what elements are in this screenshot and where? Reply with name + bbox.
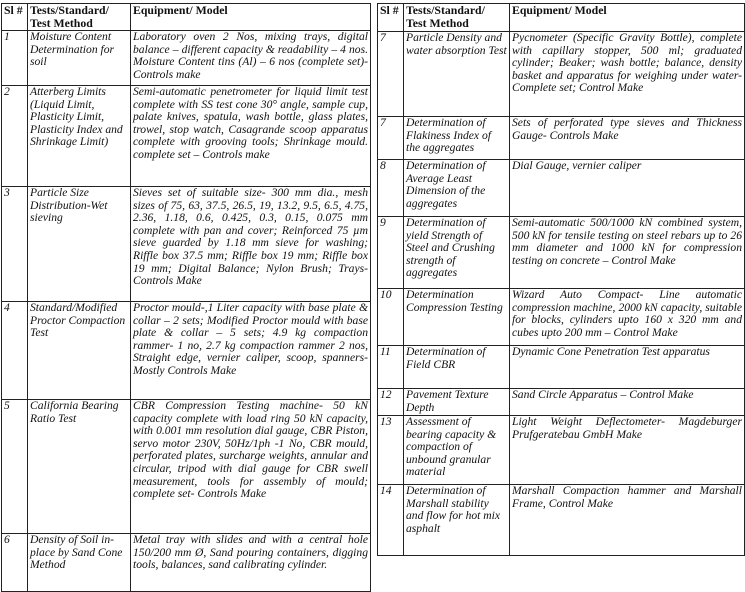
header-sl: Sl #: [378, 4, 404, 32]
equipment-table-left: [1, 3, 371, 592]
equipment-model: Sieves set of suitable size- 300 mm dia., mesh sizes of 75, 63, 37.5, 26.5, 19, 13.2, 9.5, 6.5, 4.75, 2.36, 1.18, 0.6, 0.425, 0.3, 0.15, 0.075 mm complete with pan and cover; Reinforced 75 µm sieve guarded by 1.18 mm sieve for washing; Riffle box 37.5 mm; Riffle box 19 mm; Riffle box 19 mm; Digital Balance; Nylon Brush; Trays- Controls Make: [131, 187, 371, 302]
table-row: [378, 32, 745, 117]
sl-number: 4: [2, 302, 28, 400]
sl-number: 1: [2, 31, 28, 86]
table-row: [378, 160, 745, 217]
test-method: Determination of Flakiness Index of the aggregates: [404, 117, 510, 160]
table-row: [378, 217, 745, 289]
sl-number: 5: [2, 400, 28, 534]
equipment-model: CBR Compression Testing machine- 50 kN capacity complete with load ring 50 kN capacity, with 0.001 mm resolution dial gauge, CBR Piston, servo motor 230V, 50Hz/1ph -1 No, CBR mould, perforated plates, surcharge weights, annular and circular, tripod with dial gauge for CBR swell measurement, tools for assembly of mould; complete set- Controls Make: [131, 400, 371, 534]
equipment-model: Sets of perforated type sieves and Thickness Gauge- Controls Make: [510, 117, 745, 160]
test-method: Particle Size Distribution-Wet sieving: [28, 187, 131, 302]
test-method: Determination of yield Strength of Steel and Crushing strength of aggregates: [404, 217, 510, 289]
test-method: Particle Density and water absorption Test: [404, 32, 510, 117]
equipment-model: Light Weight Deflectometer- Magdeburger Prufgeratebau GmbH Make: [510, 416, 745, 485]
test-method: Pavement Texture Depth: [404, 389, 510, 416]
sl-number: 13: [378, 416, 404, 485]
sl-number: 10: [378, 289, 404, 346]
table-row: [378, 389, 745, 416]
table-row: [2, 534, 371, 592]
test-method: Moisture Content Determination for soil: [28, 31, 131, 86]
equipment-model: Pycnometer (Specific Gravity Bottle), complete with capillary stopper, 500 ml; graduated cylinder; Beaker; wash bottle; balance, density basket and apparatus for weighing under water- Complete set; Control Make: [510, 32, 745, 117]
sl-number: 7: [378, 32, 404, 117]
table-row: [378, 485, 745, 556]
sl-number: 12: [378, 389, 404, 416]
sl-number: 6: [2, 534, 28, 592]
sl-number: 11: [378, 346, 404, 389]
test-method: Density of Soil in-place by Sand Cone Method: [28, 534, 131, 592]
test-method: Standard/Modified Proctor Compaction Test: [28, 302, 131, 400]
equipment-model: Semi-automatic penetrometer for liquid limit test complete with SS test cone 30° angle, sample cup, palate knives, spatula, wash bottle, glass plates, trowel, stop watch, Casagrande scoop apparatus complete with grooving tools; Shrinkage mould. complete set – Controls make: [131, 86, 371, 187]
header-equipment: Equipment/ Model: [510, 4, 745, 32]
table-row: [378, 346, 745, 389]
header-equipment: Equipment/ Model: [131, 4, 371, 31]
equipment-table-right: [377, 3, 745, 556]
test-method: Determination of Marshall stability and flow for hot mix asphalt: [404, 485, 510, 556]
sl-number: 3: [2, 187, 28, 302]
equipment-model: Proctor mould-,1 Liter capacity with base plate & collar – 2 sets; Modified Proctor mould with base plate & collar – 5 sets; 4.9 kg compaction rammer- 1 no, 2.7 kg compaction rammer 2 nos, Straight edge, vernier caliper, scoop, spanners- Mostly Controls Make: [131, 302, 371, 400]
equipment-model: Wizard Auto Compact- Line automatic compression machine, 2000 kN capacity, suitable for blocks, cylinders upto 160 x 320 mm and cubes upto 200 mm – Control Make: [510, 289, 745, 346]
equipment-model: Metal tray with slides and with a central hole 150/200 mm Ø, Sand pouring containers, digging tools, balances, sand calibrating cylinder.: [131, 534, 371, 592]
table-row: [378, 289, 745, 346]
table-row: [2, 302, 371, 400]
equipment-model: Laboratory oven 2 Nos, mixing trays, digital balance – different capacity & readability – 4 nos. Moisture Content tins (Al) – 6 nos (complete set)- Controls make: [131, 31, 371, 86]
sl-number: 8: [378, 160, 404, 217]
header-test: Tests/Standard/ Test Method: [404, 4, 510, 32]
equipment-model: Sand Circle Apparatus – Control Make: [510, 389, 745, 416]
equipment-model: Semi-automatic 500/1000 kN combined system, 500 kN for tensile testing on steel rebars up to 26 mm diameter and 1000 kN for compression testing on concrete – Control Make: [510, 217, 745, 289]
table-row: [2, 31, 371, 86]
equipment-model: Dynamic Cone Penetration Test apparatus: [510, 346, 745, 389]
test-method: Determination of Average Least Dimension of the aggregates: [404, 160, 510, 217]
sl-number: 9: [378, 217, 404, 289]
table-header-row: [2, 4, 371, 31]
test-method: California Bearing Ratio Test: [28, 400, 131, 534]
test-method: Determination of Field CBR: [404, 346, 510, 389]
table-row: [2, 187, 371, 302]
table-row: [378, 117, 745, 160]
table-row: [2, 400, 371, 534]
equipment-model: Marshall Compaction hammer and Marshall Frame, Control Make: [510, 485, 745, 556]
equipment-model: Dial Gauge, vernier caliper: [510, 160, 745, 217]
table-row: [2, 86, 371, 187]
test-method: Assessment of bearing capacity & compaction of unbound granular material: [404, 416, 510, 485]
table-row: [378, 416, 745, 485]
table-header-row: [378, 4, 745, 32]
sl-number: 2: [2, 86, 28, 187]
sl-number: 14: [378, 485, 404, 556]
test-method: Atterberg Limits (Liquid Limit, Plasticity Limit, Plasticity Index and Shrinkage Limit): [28, 86, 131, 187]
header-test: Tests/Standard/ Test Method: [28, 4, 131, 31]
header-sl: Sl #: [2, 4, 28, 31]
sl-number: 7: [378, 117, 404, 160]
test-method: Determination Compression Testing: [404, 289, 510, 346]
